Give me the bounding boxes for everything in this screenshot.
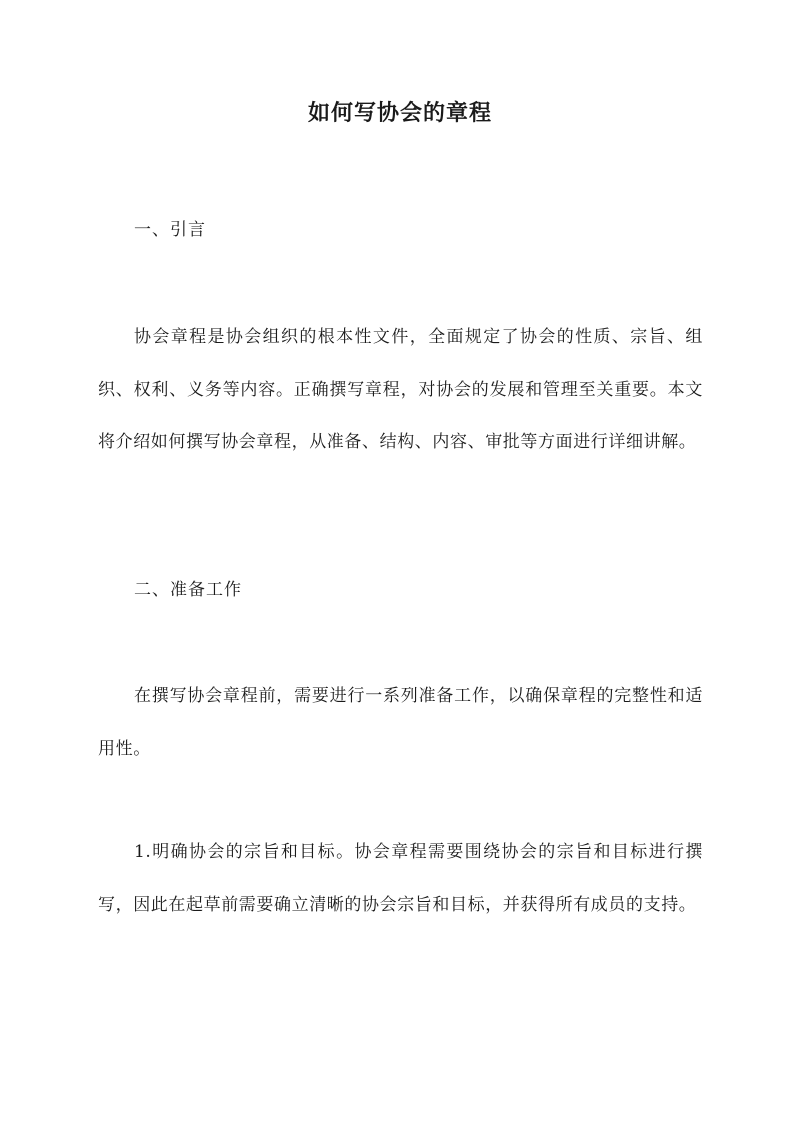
section-heading-preparation: 二、准备工作 [134, 580, 242, 600]
document-title: 如何写协会的章程 [307, 100, 492, 126]
section-heading-introduction: 一、引言 [134, 220, 206, 240]
paragraph-introduction: 协会章程是协会组织的根本性文件，全面规定了协会的性质、宗旨、组织、权利、义务等内容。正确撰写章程，对协会的发展和管理至关重要。本文将介绍如何撰写协会章程，从准备、结构、内容、审批等方面进行详细讲解。 [98, 327, 703, 452]
paragraph-preparation-item-1: 1.明确协会的宗旨和目标。协会章程需要围绕协会的宗旨和目标进行撰写，因此在起草前需要确立清晰的协会宗旨和目标，并获得所有成员的支持。 [98, 842, 703, 915]
paragraph-preparation-intro: 在撰写协会章程前，需要进行一系列准备工作，以确保章程的完整性和适用性。 [98, 686, 703, 759]
